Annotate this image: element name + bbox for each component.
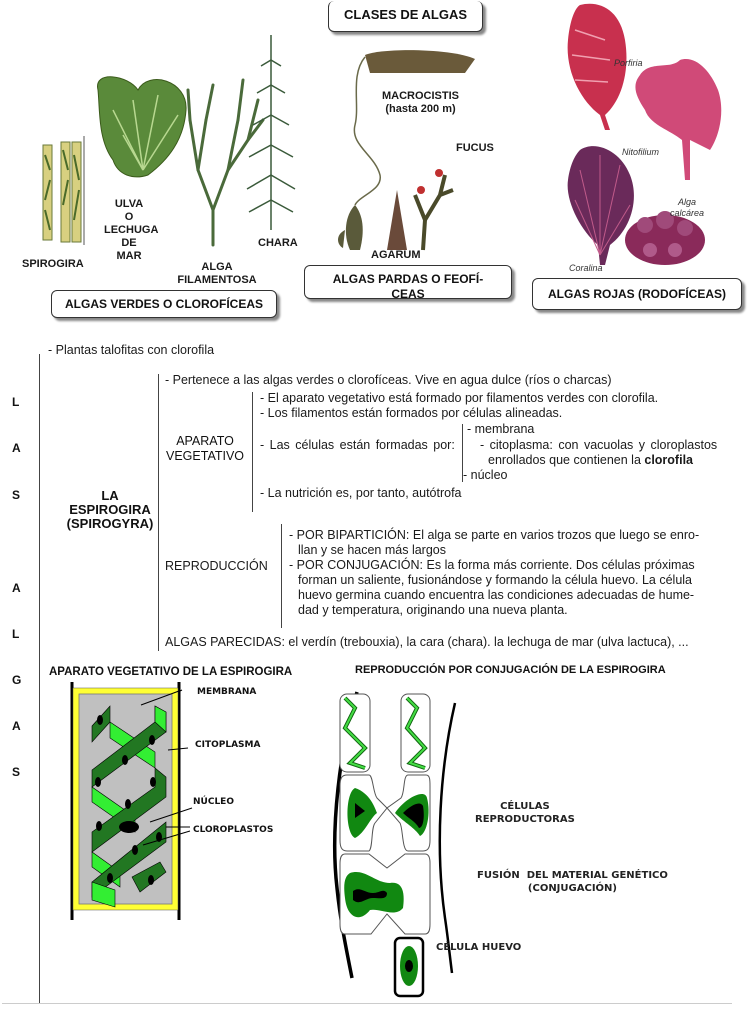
cell-part-citoplasma-cont (488, 453, 693, 468)
label-chara: CHARA (258, 237, 298, 249)
brown-algae-box (304, 265, 512, 299)
reproduction-line: forman un saliente, fusionándose y formando la célula huevo. La célula (298, 573, 693, 587)
label-filamentosa: FILAMENTOSA (177, 274, 257, 286)
label-cloroplastos: CLOROPLASTOS (193, 825, 274, 835)
reproduction-bracket-line (281, 524, 282, 628)
side-letter: L (12, 627, 20, 641)
side-letter: S (12, 765, 21, 779)
label-alga-calcarea (670, 197, 704, 219)
side-letter: G (12, 673, 22, 687)
reproduction-line: dad y temperatura, originando una nueva planta. (298, 603, 568, 617)
label-ulva (104, 198, 159, 263)
label-alga-calcarea-1: Alga (678, 197, 697, 207)
label-celulas: CÉLULAS (500, 801, 550, 812)
label-celula-huevo: CÉLULA HUEVO (436, 942, 522, 953)
red-algae-illustration (550, 0, 740, 270)
label-fucus: FUCUS (456, 142, 494, 154)
red-algae-box (532, 278, 742, 310)
label-macrocistis-name: MACROCISTIS (382, 90, 459, 102)
green-algae-box (51, 290, 277, 318)
label-macrocistis-size: (hasta 200 m) (385, 103, 456, 115)
similar-algae-text: ALGAS PARECIDAS: el verdín (trebouxia), la cara (chara). la lechuga de mar (ulva lactuca), ... (165, 635, 689, 649)
label-agarum: AGARUM (371, 249, 421, 261)
side-letter: L (12, 395, 20, 409)
belongs-text: - Pertenece a las algas verdes o clorofíceas. Vive en agua dulce (ríos o charcas) (165, 373, 612, 387)
label-ulva-3: LECHUGA (104, 224, 159, 236)
alga-filamentosa-image (188, 80, 263, 245)
label-porfiria: Porfiria (614, 58, 643, 68)
clorofila-bold: clorofila (644, 453, 693, 467)
label-alga: ALGA (201, 261, 233, 273)
red-algae-box-label: ALGAS ROJAS (RODOFÍCEAS) (547, 287, 726, 301)
label-alga-filamentosa (172, 261, 262, 287)
page-title: CLASES DE ALGAS (343, 7, 468, 22)
title-box (328, 1, 483, 32)
side-letter: A (12, 719, 21, 733)
cell-part-citoplasma: - citoplasma: con vacuolas y cloroplastos (480, 438, 718, 452)
vegetative-item: - Los filamentos están formados por células alineadas. (260, 406, 563, 420)
reproduction-diagram (325, 688, 475, 1000)
brown-algae-box-label-cut: CEAS (391, 287, 425, 299)
vegetative-label-2: VEGETATIVO (166, 449, 245, 463)
reproduction-line: huevo germina cuando encuentra las condiciones adecuadas de hume- (298, 588, 695, 602)
reproduction-line: - POR BIPARTICIÓN: El alga se parte en varios trozos que luego se enro- (289, 528, 700, 542)
label-ulva-4: DE (121, 237, 137, 249)
nitofilium-image (635, 59, 721, 180)
spirogira-image (43, 136, 84, 245)
alga-calcarea-image (625, 211, 705, 265)
vegetative-pointer-lines (140, 680, 200, 870)
side-letter: A (12, 441, 21, 455)
cell-part-membrana: - membrana (467, 422, 535, 436)
vegetative-item: - La nutrición es, por tanto, autótrofa (260, 486, 462, 500)
side-letter: A (12, 581, 21, 595)
subject-bracket-line (158, 374, 159, 651)
vegetative-item: - El aparato vegetativo está formado por filamentos verdes con clorofila. (260, 391, 659, 405)
subject-title (60, 489, 160, 531)
ulva-image (98, 77, 187, 177)
side-letter: S (12, 488, 21, 502)
label-fusion-2: (CONJUGACIÓN) (527, 883, 617, 894)
fucus-leaf-image (338, 205, 363, 250)
label-fusion-1: FUSIÓN DEL MATERIAL GENÉTICO (477, 870, 668, 881)
label-fusion (477, 869, 668, 895)
reproduction-label: REPRODUCCIÓN (165, 559, 268, 573)
label-ulva-5: MAR (116, 250, 142, 262)
intro-text: - Plantas talofitas con clorofila (48, 343, 215, 357)
label-citoplasma: CITOPLASMA (195, 740, 261, 750)
reproduction-line: - POR CONJUGACIÓN: Es la forma más corriente. Dos células próximas (289, 558, 695, 572)
label-coralina: Coralina (569, 263, 603, 273)
subject-title-2: ESPIROGIRA (69, 502, 151, 517)
subject-title-1: LA (101, 488, 119, 503)
vegetative-bracket-line (252, 392, 253, 512)
vegetative-item: - Las células están formadas por: (260, 438, 455, 452)
label-alga-calcarea-2: calcárea (670, 208, 705, 218)
nucleus (119, 821, 139, 833)
vegetative-label-1: APARATO (176, 434, 234, 448)
agarum-image (387, 190, 407, 250)
cell-part-citoplasma-text: enrollados que contienen la (488, 453, 645, 467)
brown-algae-box-label: ALGAS PARDAS O FEOFÍ- (332, 272, 484, 286)
green-algae-illustration (38, 30, 308, 255)
label-reproductoras: REPRODUCTORAS (475, 814, 575, 825)
vegetative-diagram-title: APARATO VEGETATIVO DE LA ESPIROGIRA (49, 666, 293, 678)
cell-part-nucleo: - núcleo (463, 468, 508, 482)
label-nucleo: NÚCLEO (193, 797, 234, 807)
label-ulva-1: ULVA (114, 198, 144, 210)
coralina-image (568, 146, 634, 265)
reproduction-diagram-title: REPRODUCCIÓN POR CONJUGACIÓN DE LA ESPIROGIRA (355, 664, 666, 676)
vegetative-label (166, 434, 244, 464)
bottom-divider (2, 1003, 732, 1004)
label-spirogira: SPIROGIRA (22, 258, 84, 270)
label-celulas-reproductoras (475, 800, 575, 826)
green-algae-box-label: ALGAS VERDES O CLOROFÍCEAS (64, 297, 264, 311)
subject-title-3: (SPIROGYRA) (66, 516, 154, 531)
label-nitofilium: Nitofilium (622, 147, 660, 157)
reproduction-line: llan y se hacen más largos (298, 543, 446, 557)
macrocistis-image (354, 50, 475, 205)
main-bracket-line (39, 354, 40, 1004)
label-ulva-2: O (124, 211, 134, 223)
label-macrocistis (373, 90, 468, 116)
label-membrana: MEMBRANA (197, 687, 257, 697)
